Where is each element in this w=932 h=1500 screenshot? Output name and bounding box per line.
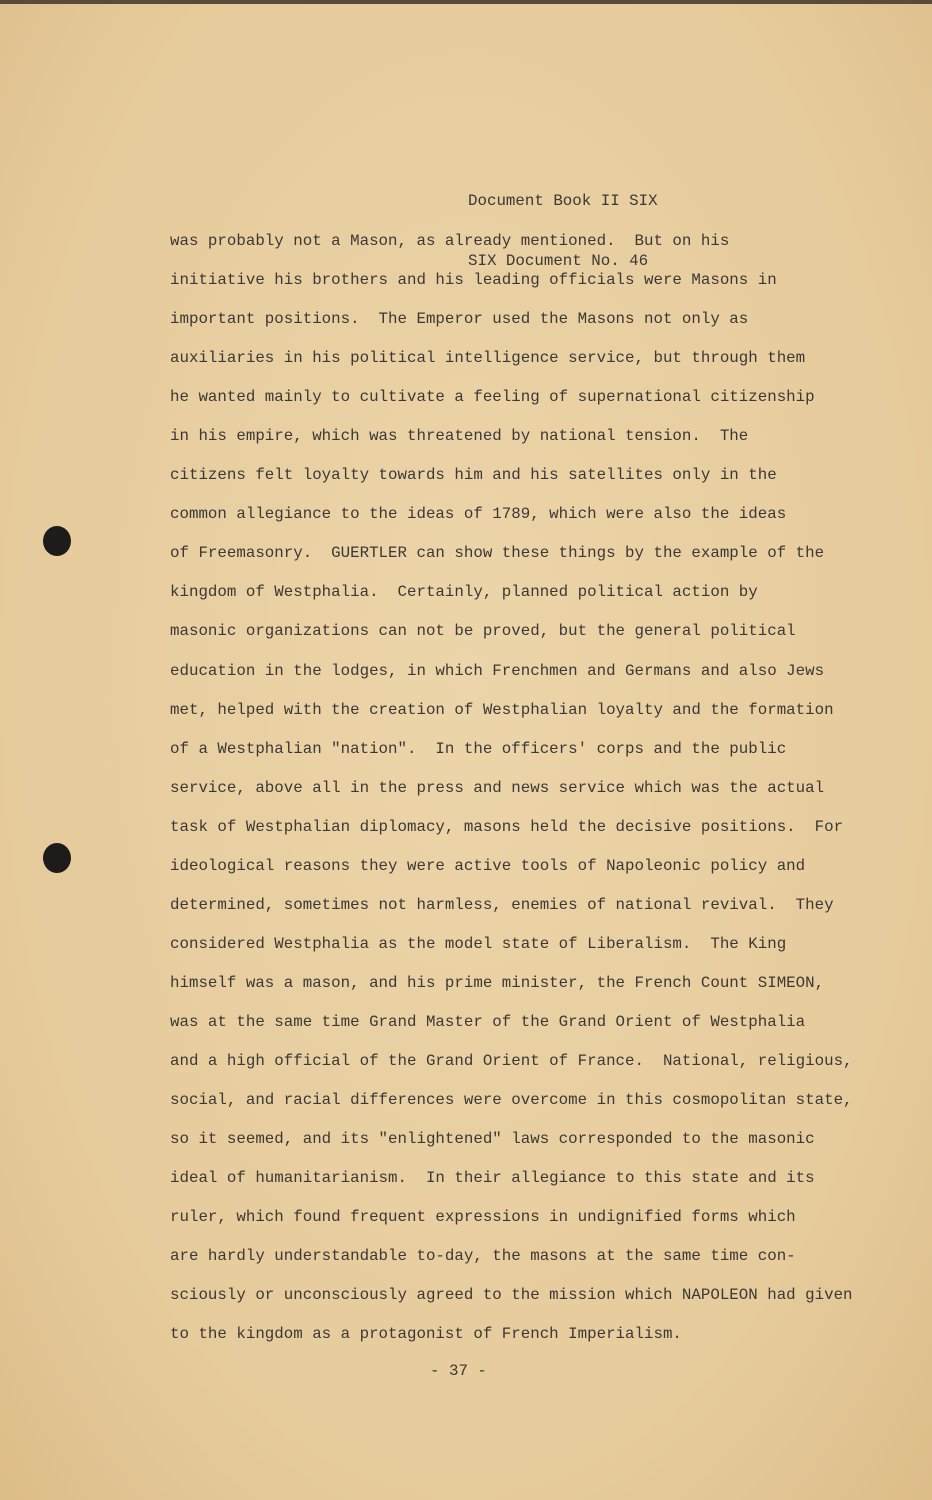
text-line: was probably not a Mason, as already mentioned. But on his [170,232,730,250]
text-line: sciously or unconsciously agreed to the mission which NAPOLEON had given [170,1286,853,1305]
text-line: initiative his brothers and his leading officials were Masons in [170,271,777,290]
text-line: ideal of humanitarianism. In their allegiance to this state and its [170,1169,815,1188]
text-line: to the kingdom as a protagonist of French Imperialism. [170,1325,682,1344]
text-line: and a high official of the Grand Orient of France. National, religious, [170,1051,853,1070]
text-line: important positions. The Emperor used the Masons not only as [170,310,749,329]
text-line: are hardly understandable to-day, the masons at the same time con- [170,1247,796,1266]
text-line: education in the lodges, in which Frenchmen and Germans and also Jews [170,661,825,680]
text-line: he wanted mainly to cultivate a feeling of supernational citizenship [170,388,815,407]
text-line: masonic organizations can not be proved, but the general political [170,622,796,641]
header-document-number: SIX Document No. 46 [468,252,649,270]
page-number: - 37 - [430,1362,487,1380]
text-line: so it seemed, and its "enlightened" laws corresponded to the masonic [170,1130,815,1149]
text-line: himself was a mason, and his prime minister, the French Count SIMEON, [170,973,825,992]
text-line: determined, sometimes not harmless, enemies of national revival. They [170,895,834,914]
text-line: task of Westphalian diplomacy, masons held the decisive positions. For [170,817,844,836]
page-edge [0,0,932,4]
text-line: auxiliaries in his political intelligence service, but through them [170,349,806,368]
text-line: in his empire, which was threatened by national tension. The [170,427,749,446]
punch-hole [43,843,71,873]
text-line: of Freemasonry. GUERTLER can show these things by the example of the [170,544,825,563]
text-line: common allegiance to the ideas of 1789, which were also the ideas [170,505,787,524]
text-line: citizens felt loyalty towards him and his satellites only in the [170,466,777,485]
text-line: kingdom of Westphalia. Certainly, planned political action by [170,583,758,602]
text-line: service, above all in the press and news service which was the actual [170,778,825,797]
punch-hole [43,526,71,556]
text-line: ruler, which found frequent expressions in undignified forms which [170,1208,796,1227]
document-body [170,222,853,1354]
text-line: considered Westphalia as the model state of Liberalism. The King [170,934,787,953]
text-line: was at the same time Grand Master of the Grand Orient of Westphalia [170,1012,806,1031]
text-line: met, helped with the creation of Westphalian loyalty and the formation [170,700,834,719]
text-line: ideological reasons they were active tools of Napoleonic policy and [170,856,806,875]
header-book-line: Document Book II SIX [468,192,658,210]
text-line: of a Westphalian "nation". In the officers' corps and the public [170,739,787,758]
text-line: social, and racial differences were overcome in this cosmopolitan state, [170,1091,853,1110]
